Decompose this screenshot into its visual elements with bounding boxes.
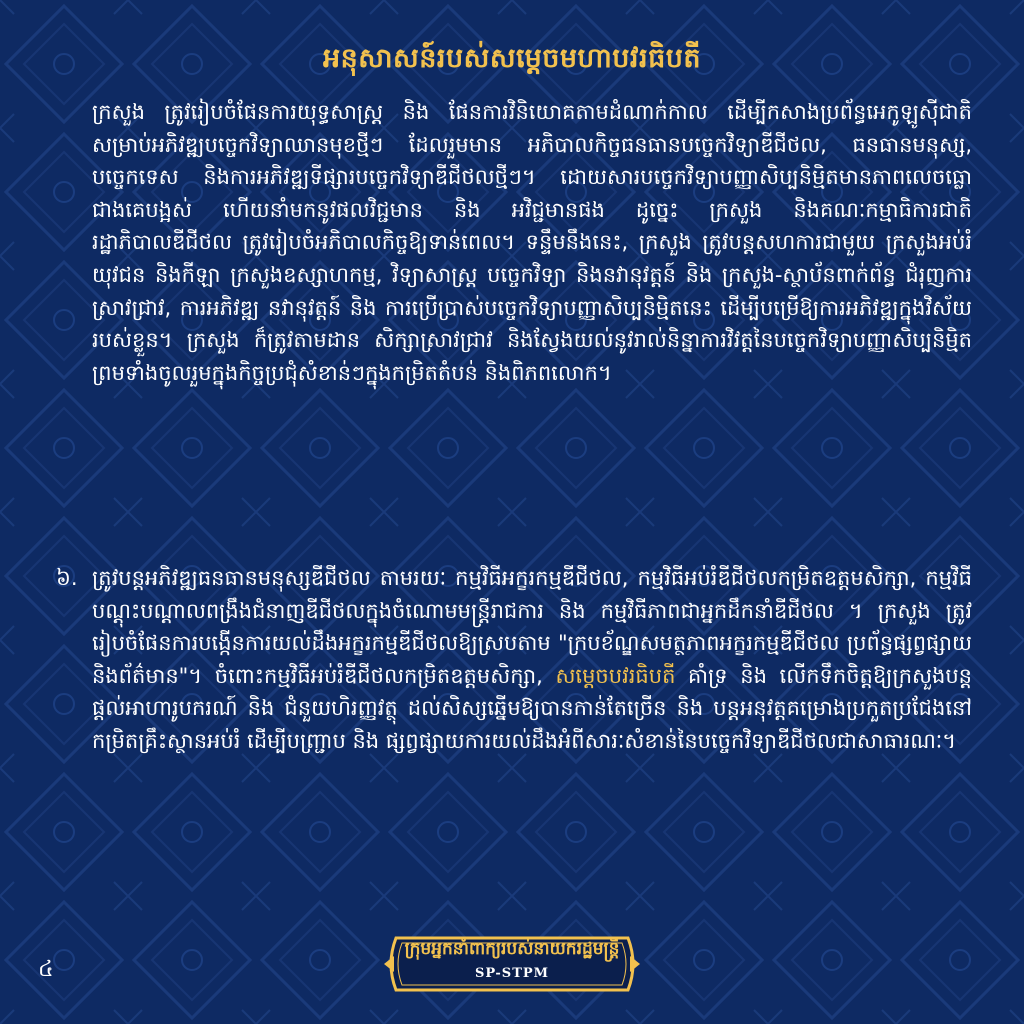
paragraph-item-6-text-a: ត្រូវបន្តអភិវឌ្ឍធនធានមនុស្សឌីជីថល តាមរយៈ កម្មវិធីអក្ខរកម្មឌីជីថល, កម្មវិធីអប់រំឌីជីថលកម្រិតឧត្តមសិក្សា, កម្មវិធីបណ្តុះបណ្តាលពង្រឹងជំនាញឌីជីថលក្នុងចំណោមមន្ត្រីរាជការ និង កម្មវិធីភាពជាអ្នកដឹកនាំឌីជីថល ។ ក្រសួង ត្រូវរៀបចំផែនការបង្កើនការយល់ដឹងអក្ខរកម្មឌីជីថលឱ្យស្របតាម "ក្របខ័ណ្ឌសមត្ថភាពអក្ខរកម្មឌីជីថល ប្រព័ន្ធផ្សព្វផ្សាយ និងព័ត៌មាន"។ ចំពោះកម្មវិធីអប់រំឌីជីថលកម្រិតឧត្តមសិក្សា, [92,566,972,688]
paragraph-item-6 [92,562,972,758]
page-number: ៤ [38,957,54,982]
paragraph-recommendation: ក្រសួង ត្រូវរៀបចំផែនការយុទ្ធសាស្ត្រ និង ផែនការវិនិយោគតាមដំណាក់កាល ដើម្បីកសាងប្រព័ន្ធអេកូឡូស៊ីជាតិ សម្រាប់អភិវឌ្ឍបច្ចេកវិទ្យាឈានមុខថ្មីៗ ដែលរួមមាន អភិបាលកិច្ចធនធានបច្ចេកវិទ្យាឌីជីថល, ធនធានមនុស្ស, បច្ចេកទេស និងការអភិវឌ្ឍទីផ្សារបច្ចេកវិទ្យាឌីជីថលថ្មីៗ។ ដោយសារបច្ចេកវិទ្យាបញ្ញាសិប្បនិម្មិតមានភាពលេចធ្លោជាងគេបង្អស់ ហើយនាំមកនូវផលវិជ្ជមាន និង អវិជ្ជមានផង ដូច្នេះ ក្រសួង និងគណៈកម្មាធិការជាតិ រដ្ឋាភិបាលឌីជីថល ត្រូវរៀបចំអភិបាលកិច្ចឱ្យទាន់ពេល។ ទន្ទឹមនឹងនេះ, ក្រសួង ត្រូវបន្តសហការជាមួយ ក្រសួងអប់រំ យុវជន និងកីឡា ក្រសួងឧស្សាហកម្ម, វិទ្យាសាស្ត្រ បច្ចេកវិទ្យា និងនវានុវត្តន៍ និង ក្រសួង-ស្ថាប័នពាក់ព័ន្ធ ជំរុញការស្រាវជ្រាវ, ការអភិវឌ្ឍ នវានុវត្តន៍ និង ការប្រើប្រាស់បច្ចេកវិទ្យាបញ្ញាសិប្បនិម្មិតនេះ ដើម្បីបម្រើឱ្យការអភិវឌ្ឍក្នុងវិស័យរបស់ខ្លួន។ ក្រសួង ក៏ត្រូវតាមដាន សិក្សាស្រាវជ្រាវ និងស្វែងយល់នូវរាល់និន្នាការវិវត្តនៃបច្ចេកវិទ្យាបញ្ញាសិប្បនិម្មិត ព្រមទាំងចូលរួមក្នុងកិច្ចប្រជុំសំខាន់ៗក្នុងកម្រិតតំបន់ និងពិភពលោក។ [92,100,972,385]
badge-subtitle: SP-STPM [474,966,550,981]
paragraph-item-6-text-b: គាំទ្រ និង លើកទឹកចិត្តឱ្យក្រសួងបន្តផ្តល់អាហារូបករណ៍ និង ជំនួយហិរញ្ញវត្ថុ ដល់សិស្សឆ្នើមឱ្យបានកាន់តែច្រើន និង បន្តអនុវត្តគម្រោងប្រកួតប្រជែងនៅកម្រិតគ្រឹះស្ថានអប់រំ ដើម្បីបញ្ជ្រាប និង ផ្សព្វផ្សាយការយល់ដឹងអំពីសារៈសំខាន់នៃបច្ចេកវិទ្យាឌីជីថលជាសាធារណៈ។ [92,663,973,753]
spokesperson-badge [382,930,642,998]
page-title: អនុសាសន៍របស់សម្តេចមហាបវរធិបតី [323,43,701,74]
highlight-name: សម្តេចបវរធិបតី [555,663,676,688]
item-number: ៦. [56,566,78,590]
badge-title: ក្រុមអ្នកនាំពាក្យរបស់នាយករដ្ឋមន្ត្រី [404,939,620,959]
